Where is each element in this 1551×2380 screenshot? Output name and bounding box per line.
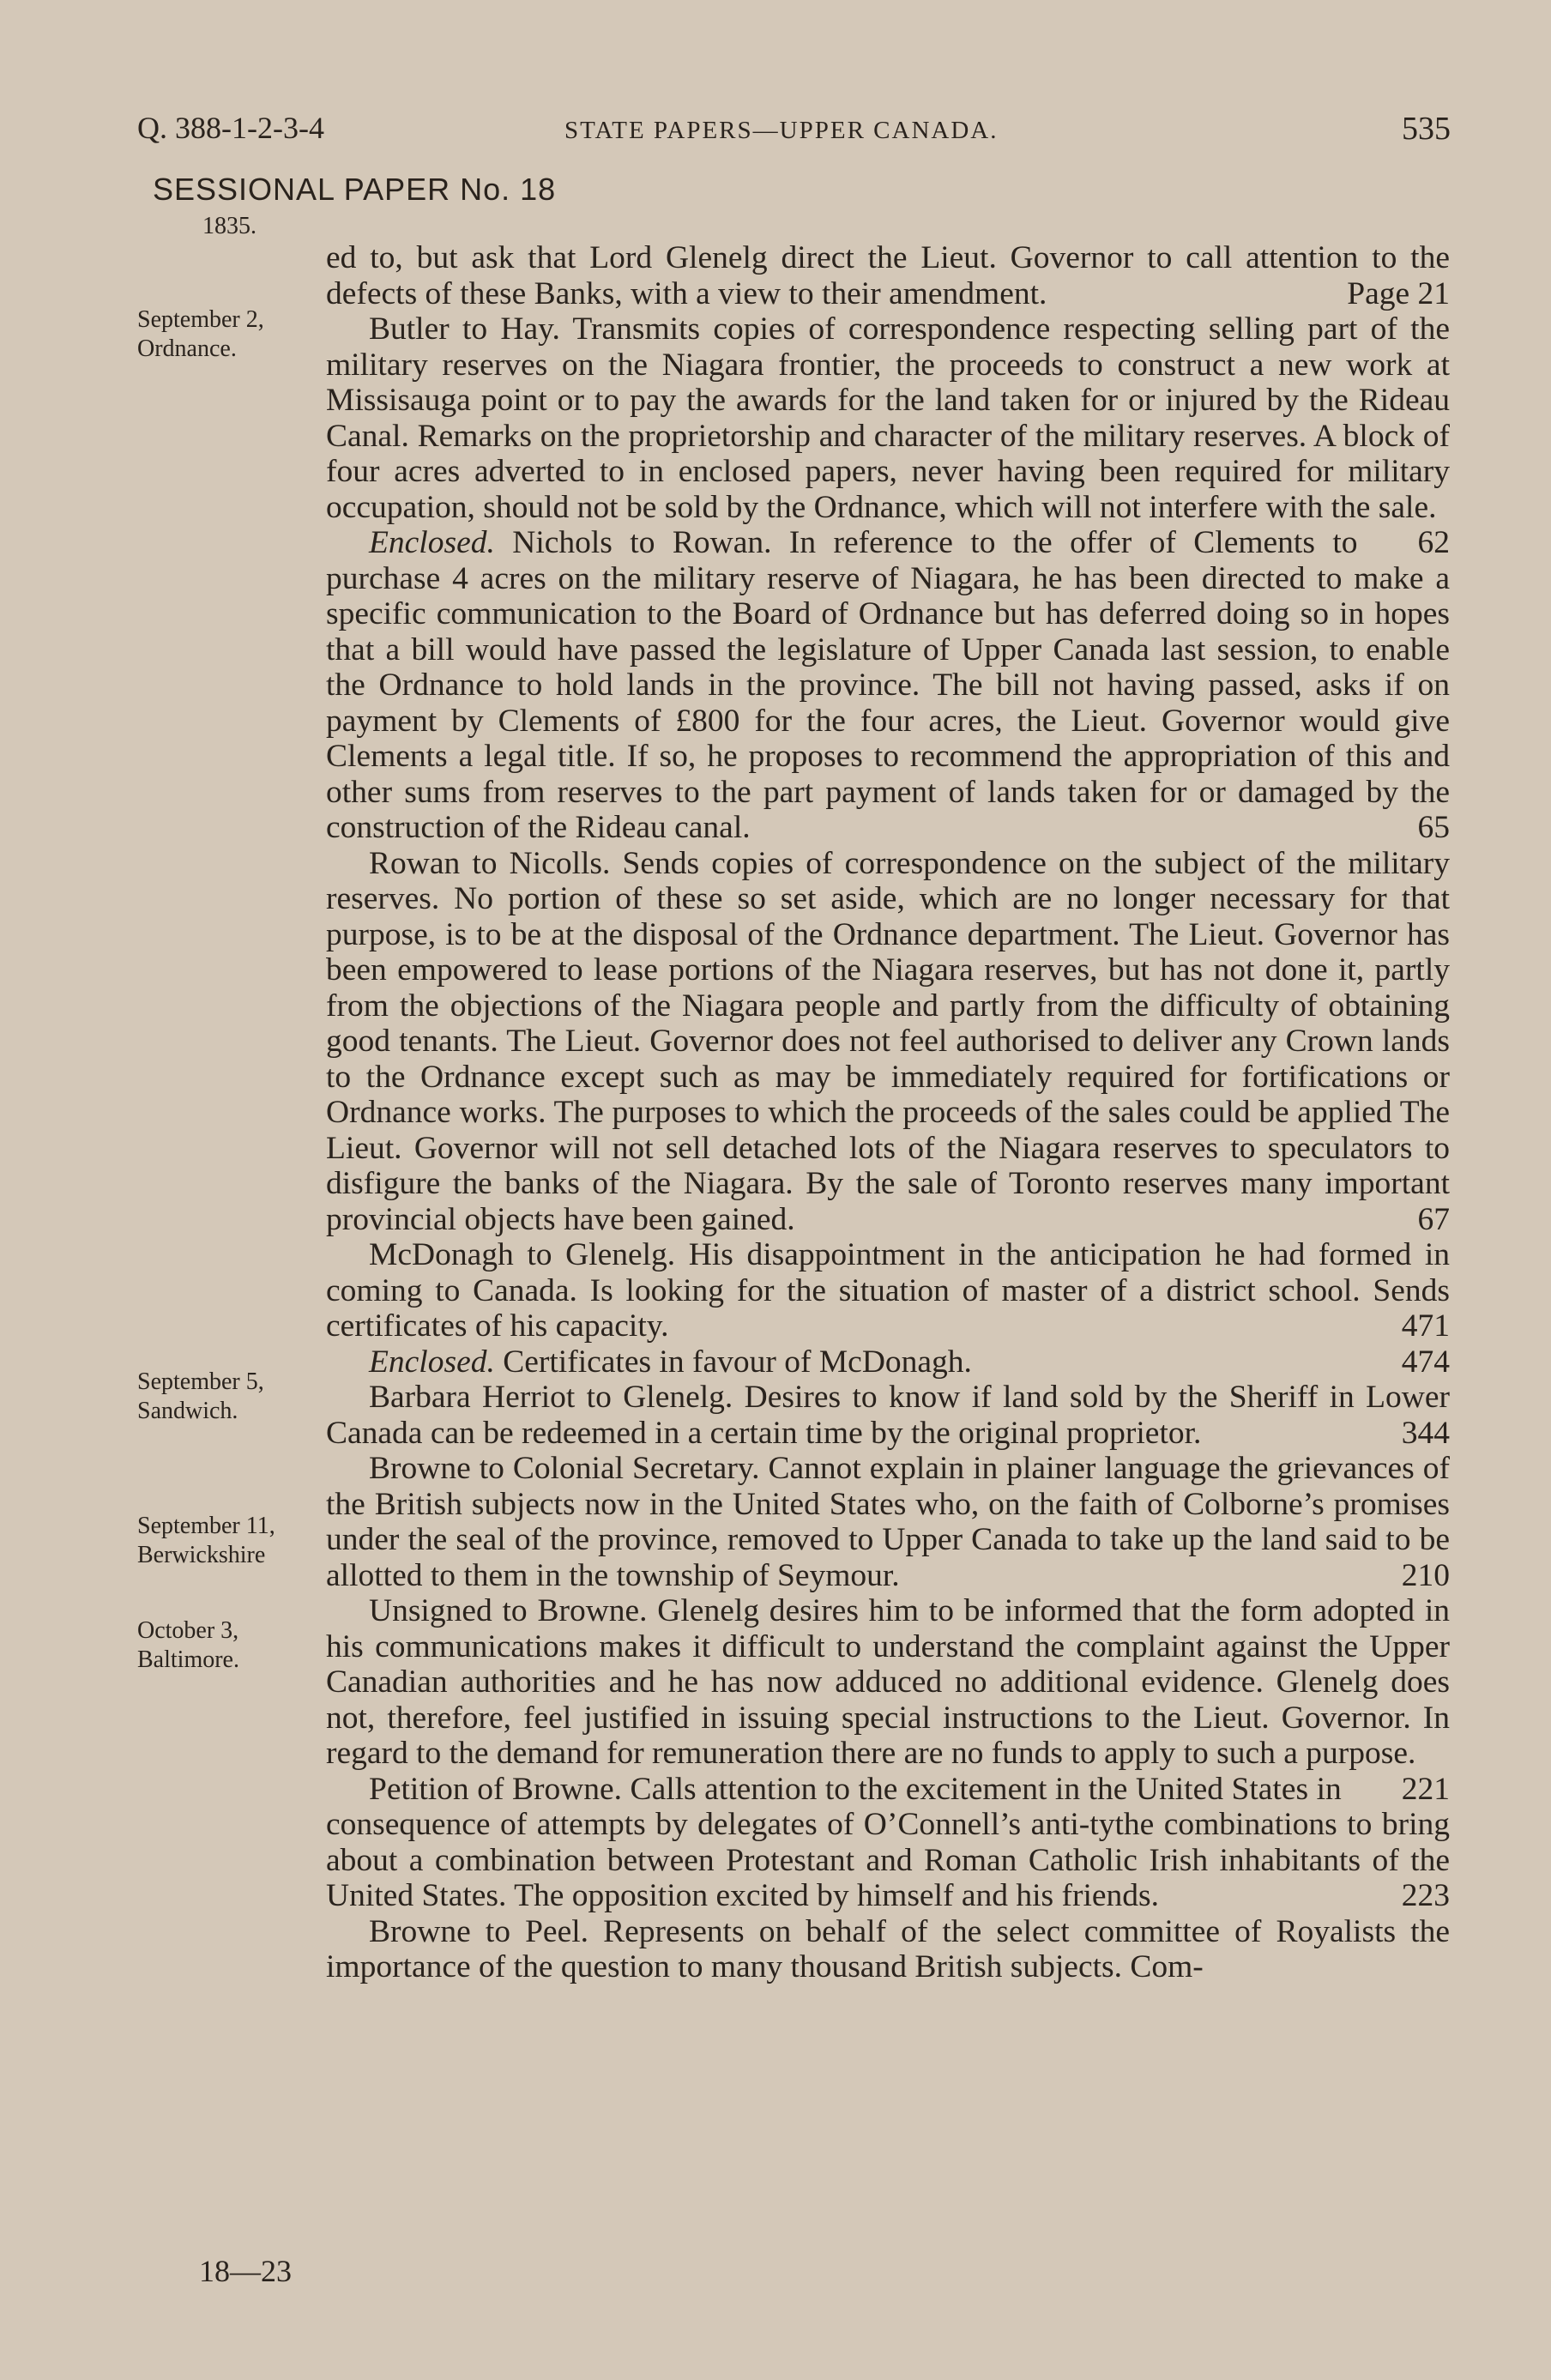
year-label: 1835. (202, 213, 256, 239)
margin-note-place: Baltimore. (137, 1646, 239, 1673)
paragraph (326, 1237, 1450, 1344)
margin-note-place: Sandwich. (137, 1398, 238, 1424)
page-reference: 210 (1401, 1557, 1450, 1593)
paragraph (326, 1772, 1450, 1914)
footer-signature-mark: 18—23 (199, 2254, 292, 2288)
paragraph (326, 311, 1450, 560)
margin-note (137, 1616, 326, 1675)
paragraph (326, 1914, 1450, 1985)
page-reference: 62 (1417, 525, 1450, 560)
header-title: STATE PAPERS—UPPER CANADA. (564, 117, 999, 144)
page-reference: 471 (1401, 1308, 1450, 1344)
margin-note-place: Berwickshire (137, 1542, 266, 1568)
margin-note-date: September 2, (137, 306, 264, 333)
main-text (326, 240, 1450, 1985)
enclosed-label: Enclosed. (369, 1344, 495, 1380)
paragraph (326, 846, 1450, 1238)
page-reference: 221 (1401, 1771, 1450, 1807)
paragraph-text: Butler to Hay. Transmits copies of correspondence respecting selling part of the military reserves on the Niagara frontier, the proceeds to construct a new work at Missisauga point or to pay the awards for the land taken for or injured by the Rideau Canal. Remarks on the proprietorship and character of the military reserves. A block of four acres adverted to in enclosed papers, never having been required for military occupation, should not be sold by the Ordnance, which will not interfere with the sale. (326, 311, 1450, 525)
page-reference: 474 (1401, 1344, 1450, 1380)
page-reference: 344 (1401, 1415, 1450, 1451)
page-reference: Page 21 (1347, 275, 1450, 311)
margin-note (137, 1368, 326, 1426)
paragraph (326, 1593, 1450, 1807)
margin-note (137, 305, 326, 364)
paragraph-text: Barbara Herriot to Glenelg. Desires to know if land sold by the Sheriff in Lower Canada can be redeemed in a certain time by the original proprietor. (326, 1380, 1450, 1451)
margin-note (137, 1512, 326, 1570)
paragraph-text: Certificates in favour of McDonagh. (494, 1344, 972, 1380)
paragraph (326, 1380, 1450, 1451)
paragraph-text: Browne to Peel. Represents on behalf of the select committee of Royalists the importance of the question to many thousand British subjects. Com- (326, 1913, 1450, 1984)
paragraph-text: ed to, but ask that Lord Glenelg direct the Lieut. Governor to call attention to the defects of these Banks, with a view to their amendment. (326, 240, 1450, 311)
paragraph-text: McDonagh to Glenelg. His disappointment in the anticipation he had formed in coming to Canada. Is looking for the situation of master of a district school. Sends certificates of his capacity. (326, 1237, 1450, 1344)
paragraph-text: Nichols to Rowan. In reference to the offer of Clements to purchase 4 acres on the military reserve of Niagara, he has been directed to make a specific communication to the Board of Ordnance but has deferred doing so in hopes that a bill would have passed the legislature of Upper Canada last session, to enable the Ordnance to hold lands in the province. The bill not having passed, asks if on payment by Clements of £800 for the four acres, the Lieut. Governor would give Clements a legal title. If so, he proposes to recommend the appropriation of this and other sums from reserves to the part payment of lands taken for or damaged by the construction of the Rideau canal. (326, 525, 1450, 845)
paragraph (326, 1451, 1450, 1593)
paragraph (326, 525, 1450, 846)
page-number: 535 (1402, 111, 1451, 147)
enclosed-label: Enclosed. (369, 525, 495, 560)
page-reference: 67 (1417, 1201, 1450, 1237)
paragraph-text: Rowan to Nicolls. Sends copies of correspondence on the subject of the military reserves. No portion of these so set aside, which are no longer necessary for that purpose, is to be at the disposal of the Ordnance department. The Lieut. Governor has been empowered to lease portions of the Niagara reserves, but has not done it, partly from the objections of the Niagara people and partly from the difficulty of obtaining good tenants. The Lieut. Governor does not feel authorised to deliver any Crown lands to the Ordnance except such as may be immediately required for fortifications or Ordnance works. The purposes to which the proceeds of the sales could be applied The Lieut. Governor will not sell detached lots of the Niagara reserves to speculators to disfigure the banks of the Niagara. By the sale of Toronto reserves many important provincial objects have been gained. (326, 845, 1450, 1237)
margin-note-date: September 11, (137, 1513, 275, 1539)
page-reference: 223 (1401, 1878, 1450, 1913)
margin-note-place: Ordnance. (137, 335, 237, 362)
sessional-paper-label: SESSIONAL PAPER No. 18 (153, 172, 557, 207)
paragraph-text: Petition of Browne. Calls attention to the excitement in the United States in consequence of attempts by delegates of O’Connell’s anti-tythe combinations to bring about a combination between Protestant and Roman Catholic Irish inhabitants of the United States. The opposition excited by himself and his friends. (326, 1771, 1450, 1913)
page-reference: 65 (1417, 810, 1450, 845)
header-reference: Q. 388-1-2-3-4 (137, 111, 324, 145)
paragraph-text: Browne to Colonial Secretary. Cannot explain in plainer language the grievances of the British subjects now in the United States who, on the faith of Colborne’s promises under the seal of the province, removed to Upper Canada to take up the land said to be allotted to them in the township of Seymour. (326, 1451, 1450, 1593)
paragraph (326, 1344, 1450, 1380)
paragraph (326, 240, 1450, 311)
margin-note-date: October 3, (137, 1617, 239, 1644)
paragraph-text: Unsigned to Browne. Glenelg desires him to be informed that the form adopted in his communications makes it difficult to understand the complaint against the Upper Canadian authorities and he has now adduced no additional evidence. Glenelg does not, therefore, feel justified in issuing special instructions to the Lieut. Governor. In regard to the demand for remuneration there are no funds to apply to such a purpose. (326, 1593, 1450, 1771)
margin-note-date: September 5, (137, 1368, 264, 1395)
